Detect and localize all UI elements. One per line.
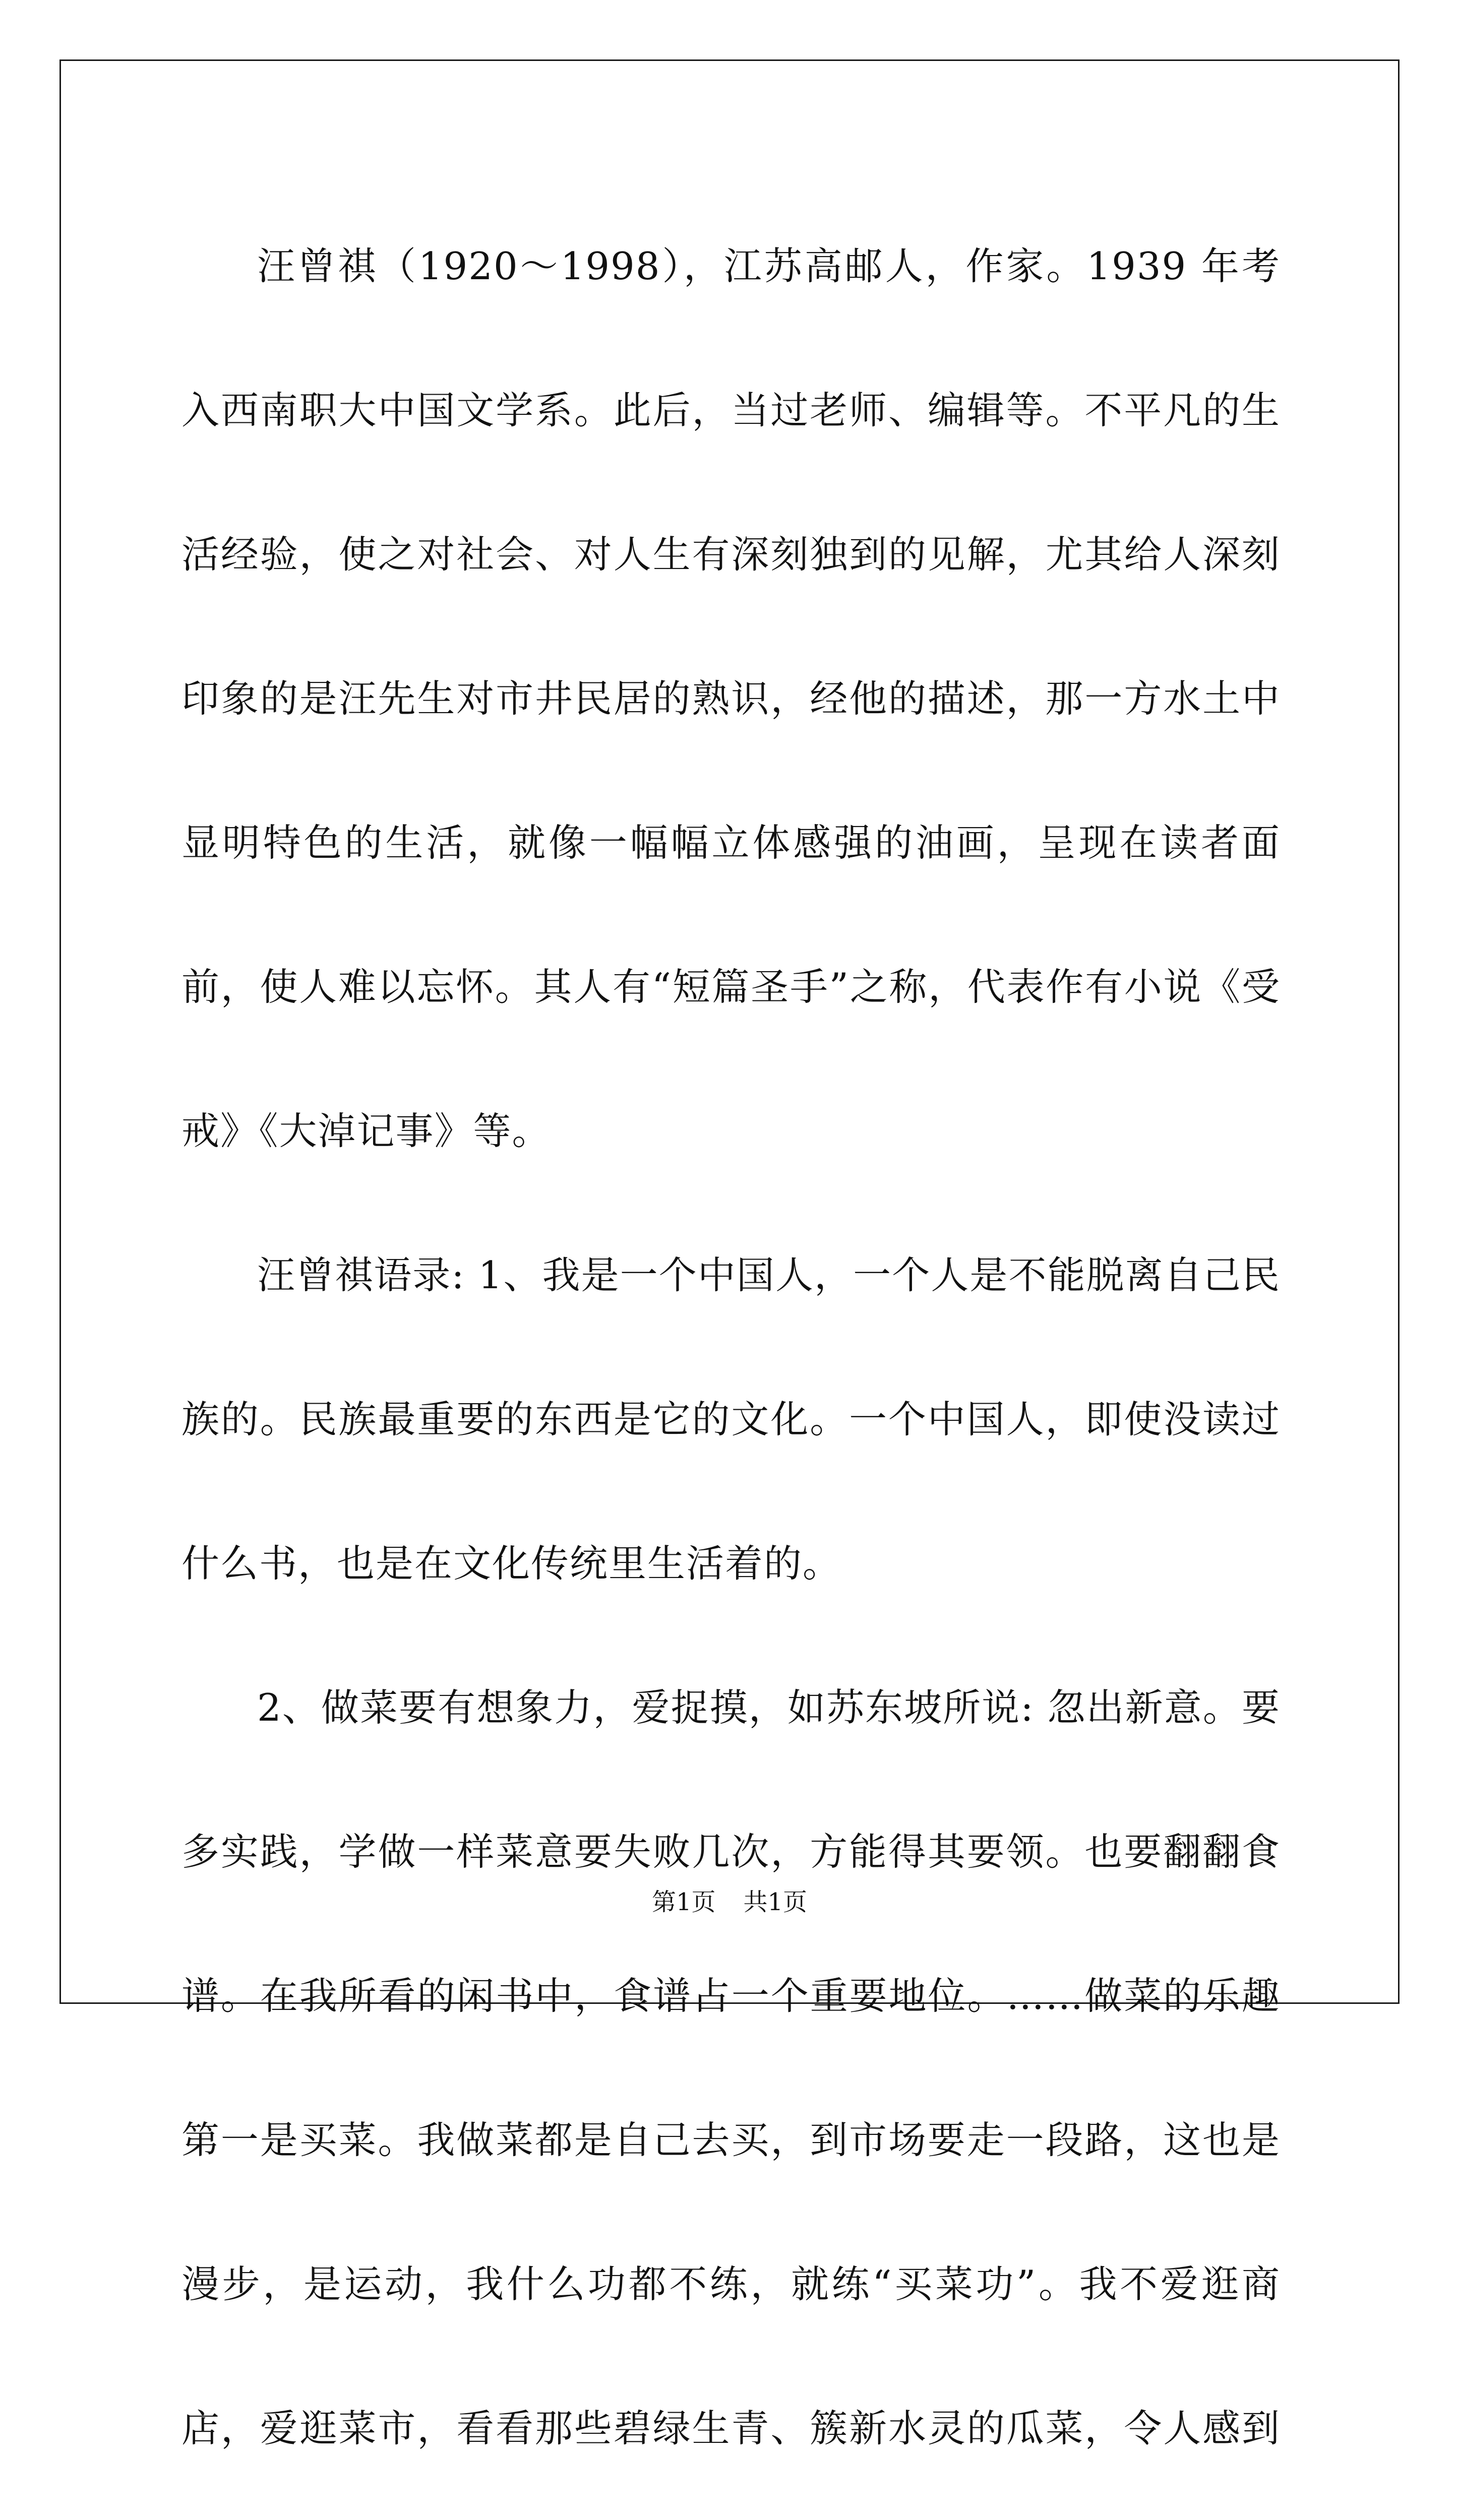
paragraph-quote-2: 2、做菜要有想象力，爱捉摸，如苏东坡所说: 忽出新意。要多实践，学做一样菜意要失败几次，方能得其要领。也要翻翻食谱。在我所看的闲书中，食谱占一个重要地位。……做菜的乐趣第一是买菜。我做菜都是自己去买，到市场要走一段路，这也是漫步，是运动，我什么功都不练，就练“买菜功”。我不爱逛商店，爱逛菜市，看看那些碧绿生青、簇新水灵的瓜菜，令人感到 <box>181 1685 1281 2450</box>
document-body <box>181 194 1281 2520</box>
page-total: 共1页 <box>743 1888 808 1916</box>
paragraph-quote-1: 汪曾祺语录: 1、我是一个中国人，一个人是不能脱离自己民族的。民族最重要的东西是它的文化。一个中国人，即使没读过什么书，也是在文化传统里生活着的。 <box>181 1253 1281 1586</box>
page-footer <box>0 1882 1459 1917</box>
page-number: 第1页 <box>651 1888 716 1916</box>
paragraph-biography: 汪曾祺（1920～1998），江苏高邮人，作家。1939 年考入西南职大中国文学系。此后，当过老师、编辑等。不平凡的生活经验，使之对社会、对人生有深刻独到的见解，尤其给人深刻印象的是汪先生对市井民居的熟识，经他的描述，那一方水土中显明特色的生活，就像一幅幅立体感强的油画，呈现在读者面前，使人难以忘怀。其人有“短篇圣手”之称，代表作有小说《受戒》《大淖记事》等。 <box>181 244 1281 1153</box>
